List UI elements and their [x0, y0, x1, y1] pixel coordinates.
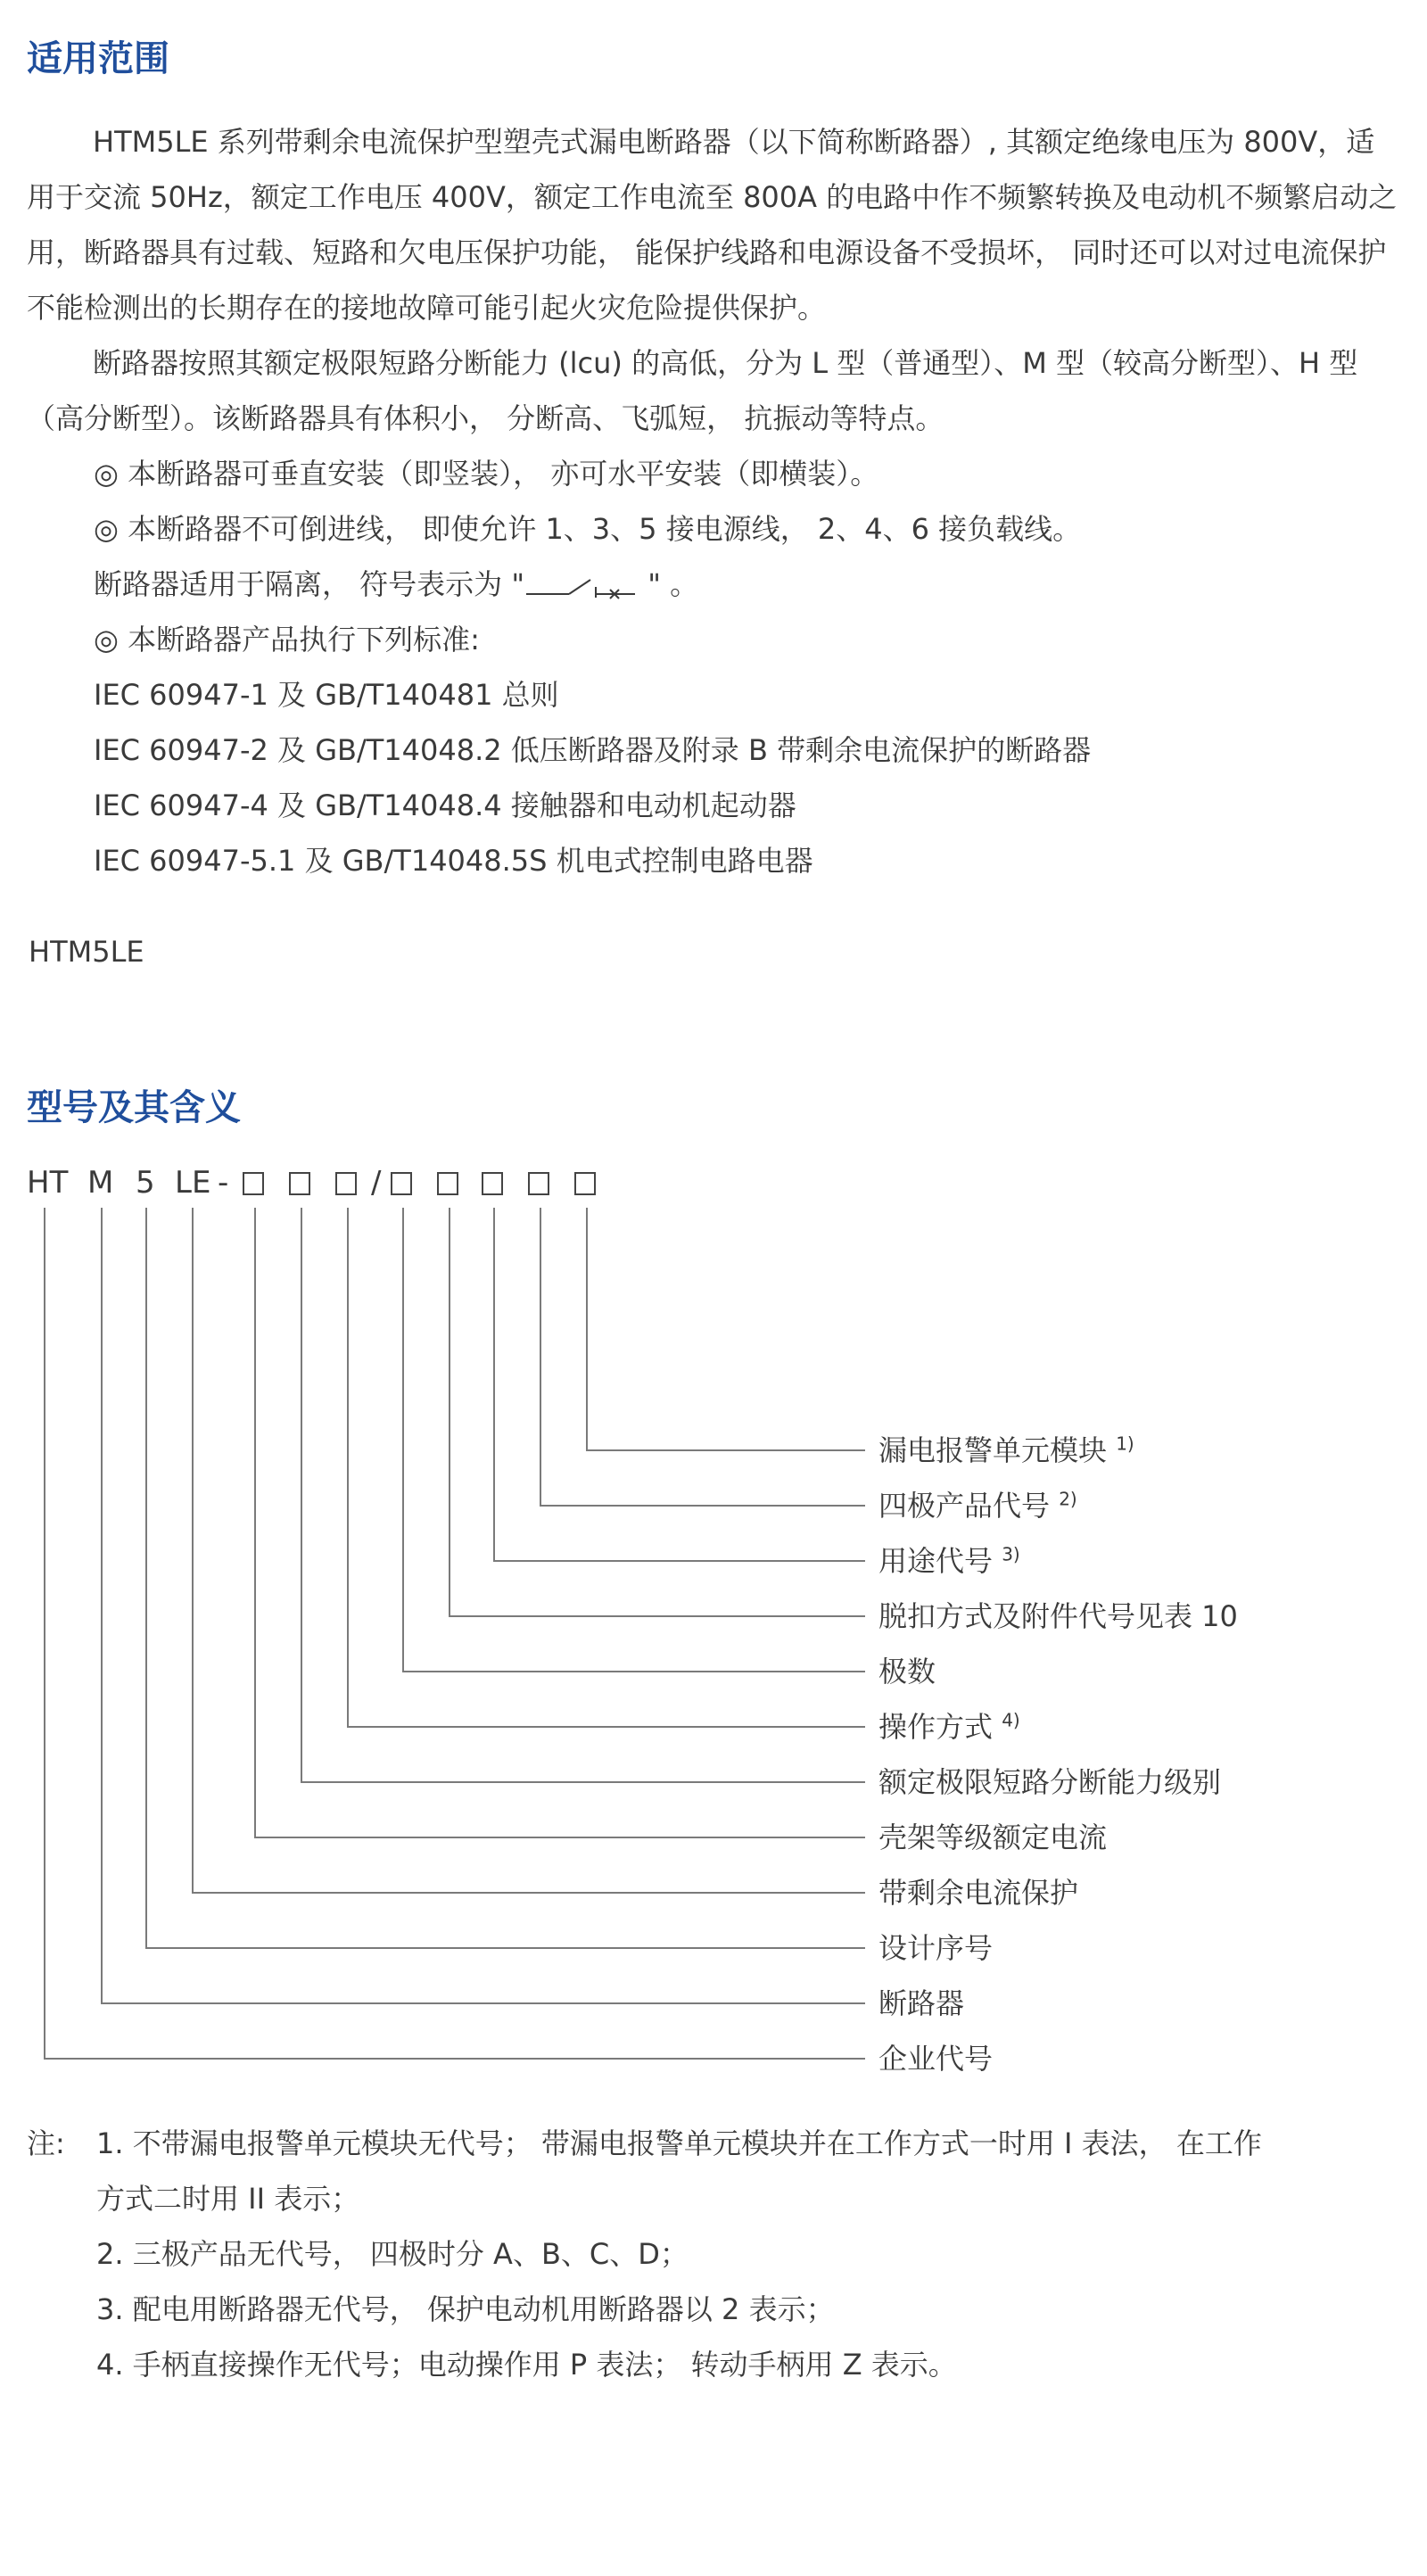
model-code-box: [528, 1172, 549, 1195]
model-code-ht: HT: [27, 1165, 69, 1201]
model-code-5: 5: [136, 1165, 155, 1201]
isolation-line: [94, 557, 698, 612]
code-label-poles: 极数: [878, 1655, 936, 1688]
tree-line: [540, 1208, 865, 1506]
tree-line: [450, 1208, 865, 1616]
model-code-box: [574, 1172, 596, 1195]
section-title-scope: 适用范围: [27, 38, 169, 79]
tree-line: [102, 1208, 865, 2003]
isolation-symbol-icon: [524, 573, 639, 599]
tree-line: [255, 1208, 865, 1837]
notes-prefix: 注:: [27, 2126, 65, 2160]
model-code-box: [391, 1172, 412, 1195]
standard-line: IEC 60947-5.1 及 GB/T14048.5S 机电式控制电路电器: [94, 844, 813, 878]
incoming-line-item: ◎ 本断路器不可倒进线， 即使允许 1、3、5 接电源线， 2、4、6 接负载线。: [94, 512, 1082, 546]
tree-line: [587, 1208, 865, 1450]
isolation-prefix: 断路器适用于隔离， 符号表示为 ": [94, 567, 525, 601]
note-2: 2. 三极产品无代号， 四极时分 A、B、C、D；: [96, 2237, 689, 2271]
model-code-box: [437, 1172, 458, 1195]
code-label-residual-current: 带剩余电流保护: [878, 1876, 1079, 1910]
model-code-box: [243, 1172, 264, 1195]
product-caption: HTM5LE: [29, 935, 144, 969]
scope-paragraph-2: 断路器按照其额定极限短路分断能力 (lcu) 的高低，分为 L 型（普通型）、M 型（较高分断型）、H 型（高分断型）。该断路器具有体积小， 分断高、飞弧短， 抗振动等特点。: [27, 346, 1358, 435]
tree-line: [146, 1208, 865, 1948]
code-label-four-pole-code: 四极产品代号 $^{2)}$: [878, 1488, 1077, 1523]
section-title-model-meaning: 型号及其含义: [27, 1087, 241, 1128]
note-1-line-2: 方式二时用 II 表示；: [96, 2182, 360, 2216]
code-label-leakage-alarm-module: 漏电报警单元模块 $^{1)}$: [878, 1432, 1134, 1467]
note-1-line-1: 1. 不带漏电报警单元模块无代号； 带漏电报警单元模块并在工作方式一时用 I 表法， 在工作: [96, 2126, 1262, 2160]
tree-line: [403, 1208, 865, 1672]
note-4: 4. 手柄直接操作无代号；电动操作用 P 表法； 转动手柄用 Z 表示。: [96, 2348, 957, 2382]
standard-line: IEC 60947-4 及 GB/T14048.4 接触器和电动机起动器: [94, 788, 796, 822]
tree-line: [301, 1208, 865, 1782]
tree-line: [494, 1208, 865, 1561]
tree-line: [348, 1208, 865, 1727]
model-code-le: LE: [175, 1165, 211, 1201]
note-3: 3. 配电用断路器无代号， 保护电动机用断路器以 2 表示；: [96, 2292, 835, 2326]
code-label-enterprise-code: 企业代号: [878, 2042, 994, 2076]
scope-paragraph-1: HTM5LE 系列带剩余电流保护型塑壳式漏电断路器（以下简称断路器）, 其额定绝缘电压为 800V，适用于交流 50Hz，额定工作电压 400V，额定工作电流至 800A 的电路中作不频繁转换及电动机不频繁启动之用，断路器具有过载、短路和欠电压保护功能， 能保护线路和电源设备不受损坏， 同时还可以对过电流保护不能检测出的长期存在的接地故障可能引起火灾危险提供保护。: [27, 125, 1398, 325]
code-label-breaking-capacity: 额定极限短路分断能力级别: [878, 1765, 1222, 1799]
model-code-box: [482, 1172, 503, 1195]
standard-line: IEC 60947-1 及 GB/T140481 总则: [94, 678, 559, 712]
standard-line: IEC 60947-2 及 GB/T14048.2 低压断路器及附录 B 带剩余电流保护的断路器: [94, 733, 1092, 767]
model-code-slash: /: [371, 1165, 382, 1201]
isolation-suffix: " 。: [639, 567, 699, 601]
code-label-operation-mode: 操作方式 $^{4)}$: [878, 1709, 1020, 1744]
code-label-trip-and-accessory: 脱扣方式及附件代号见表 10: [878, 1599, 1238, 1633]
code-label-design-serial: 设计序号: [878, 1931, 994, 1965]
model-code-box: [289, 1172, 310, 1195]
code-label-application-code: 用途代号 $^{3)}$: [878, 1543, 1020, 1578]
tree-line: [45, 1208, 865, 2059]
code-label-frame-current: 壳架等级额定电流: [878, 1821, 1108, 1854]
install-direction-item: ◎ 本断路器可垂直安装（即竖装）， 亦可水平安装（即横装）。: [94, 457, 879, 491]
tree-line: [193, 1208, 865, 1893]
model-code-dash: -: [218, 1165, 229, 1201]
code-label-breaker: 断路器: [878, 1986, 965, 2020]
model-code-m: M: [87, 1165, 114, 1201]
model-code-box: [335, 1172, 357, 1195]
standards-intro-item: ◎ 本断路器产品执行下列标准:: [94, 623, 480, 656]
